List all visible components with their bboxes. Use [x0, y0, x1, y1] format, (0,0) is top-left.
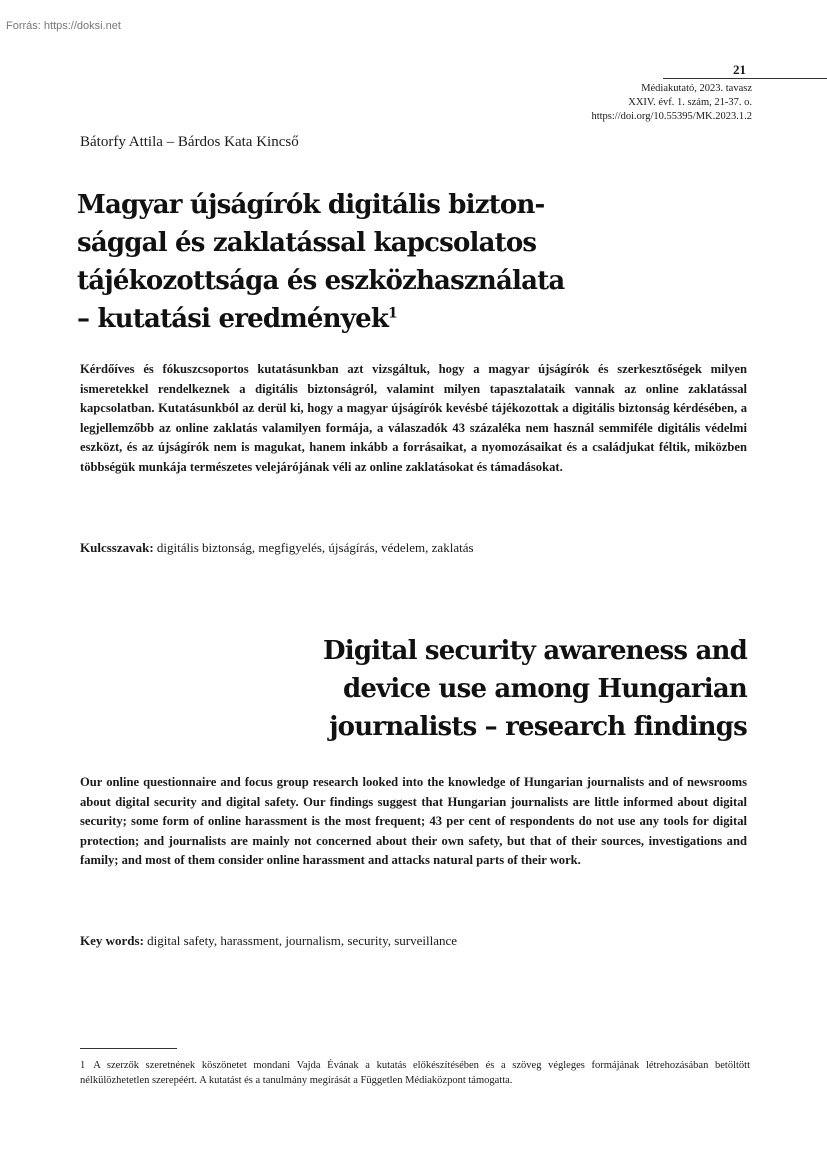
footnote-number: 1	[80, 1060, 86, 1071]
source-note: Forrás: https://doksi.net	[6, 20, 121, 32]
footnote	[80, 1058, 750, 1088]
title-hu-line: Magyar újságírók digitális bizton-	[77, 190, 545, 220]
keywords-label: Kulcsszavak:	[80, 540, 154, 555]
authors: Bátorfy Attila – Bárdos Kata Kincső	[80, 134, 299, 150]
doi-link[interactable]: https://doi.org/10.55395/MK.2023.1.2	[591, 111, 752, 122]
abstract-hungarian: Kérdőíves és fókuszcsoportos kutatásunkban azt vizsgáltuk, hogy a magyar újságírók és szerkesztőségek milyen ismeretekkel rendelkeznek a digitális biztonságról, valamint milyen tapasztalataik vannak az online zaklatással kapcsolatban. Kutatásunkból az derül ki, hogy a magyar újságírók kevésbé tájékozottak a digitális biztonság kérdésében, a legjellemzőbb az online zaklatás valamilyen formája, a válaszadók 43 százaléka nem használ semmiféle digitális védelmi eszközt, és az újságírók nem is magukat, hanem inkább a forrásaikat, a nyomozásaikat és a családjukat féltik, miközben többségük munkája természetes velejárójának véli az online zaklatásokat és támadásokat.	[80, 362, 747, 474]
journal-issue: Médiakutató, 2023. tavasz	[641, 83, 752, 94]
title-en-line: device use among Hungarian	[342, 674, 747, 704]
keywords-english	[80, 933, 457, 949]
keywords-hungarian	[80, 540, 474, 556]
footnote-text: A szerzők szeretnének köszönetet mondani Vajda Évának a kutatás előkészítésében és a szöveg végleges formájának létrehozásában betöltött nélkülözhetetlen szerepéért. A kutatást és a tanulmány megírását a Független Médiaközpont támogatta.	[80, 1060, 750, 1086]
title-en-line: Digital security awareness and	[323, 636, 747, 666]
footnote-marker[interactable]: 1	[388, 305, 397, 322]
keywords-label: Key words:	[80, 933, 144, 948]
journal-volume: XXIV. évf. 1. szám, 21-37. o.	[628, 97, 752, 108]
title-hungarian	[77, 186, 777, 338]
page-number: 21	[733, 62, 746, 77]
title-hu-line: – kutatási eredmények	[77, 304, 389, 334]
keywords-list: digital safety, harassment, journalism, security, surveillance	[147, 933, 458, 948]
title-hu-line: sággal és zaklatással kapcsolatos	[77, 228, 537, 258]
header-rule	[663, 78, 827, 79]
keywords-list: digitális biztonság, megfigyelés, újságírás, védelem, zaklatás	[156, 540, 474, 555]
footnote-rule	[80, 1048, 177, 1049]
title-english	[147, 632, 747, 746]
title-hu-line: tájékozottsága és eszközhasználata	[77, 266, 565, 296]
title-en-line: journalists – research findings	[329, 712, 747, 742]
abstract-english: Our online questionnaire and focus group research looked into the knowledge of Hungarian journalists and of newsrooms about digital security and digital safety. Our findings suggest that Hungarian journalists are little informed about digital security; some form of online harassment is the most frequent; 43 per cent of respondents do not use any tools for digital protection; and journalists are mainly not concerned about their own safety, but that of their sources, investigations and family; and most of them consider online harassment and attacks natural parts of their work.	[80, 775, 747, 867]
